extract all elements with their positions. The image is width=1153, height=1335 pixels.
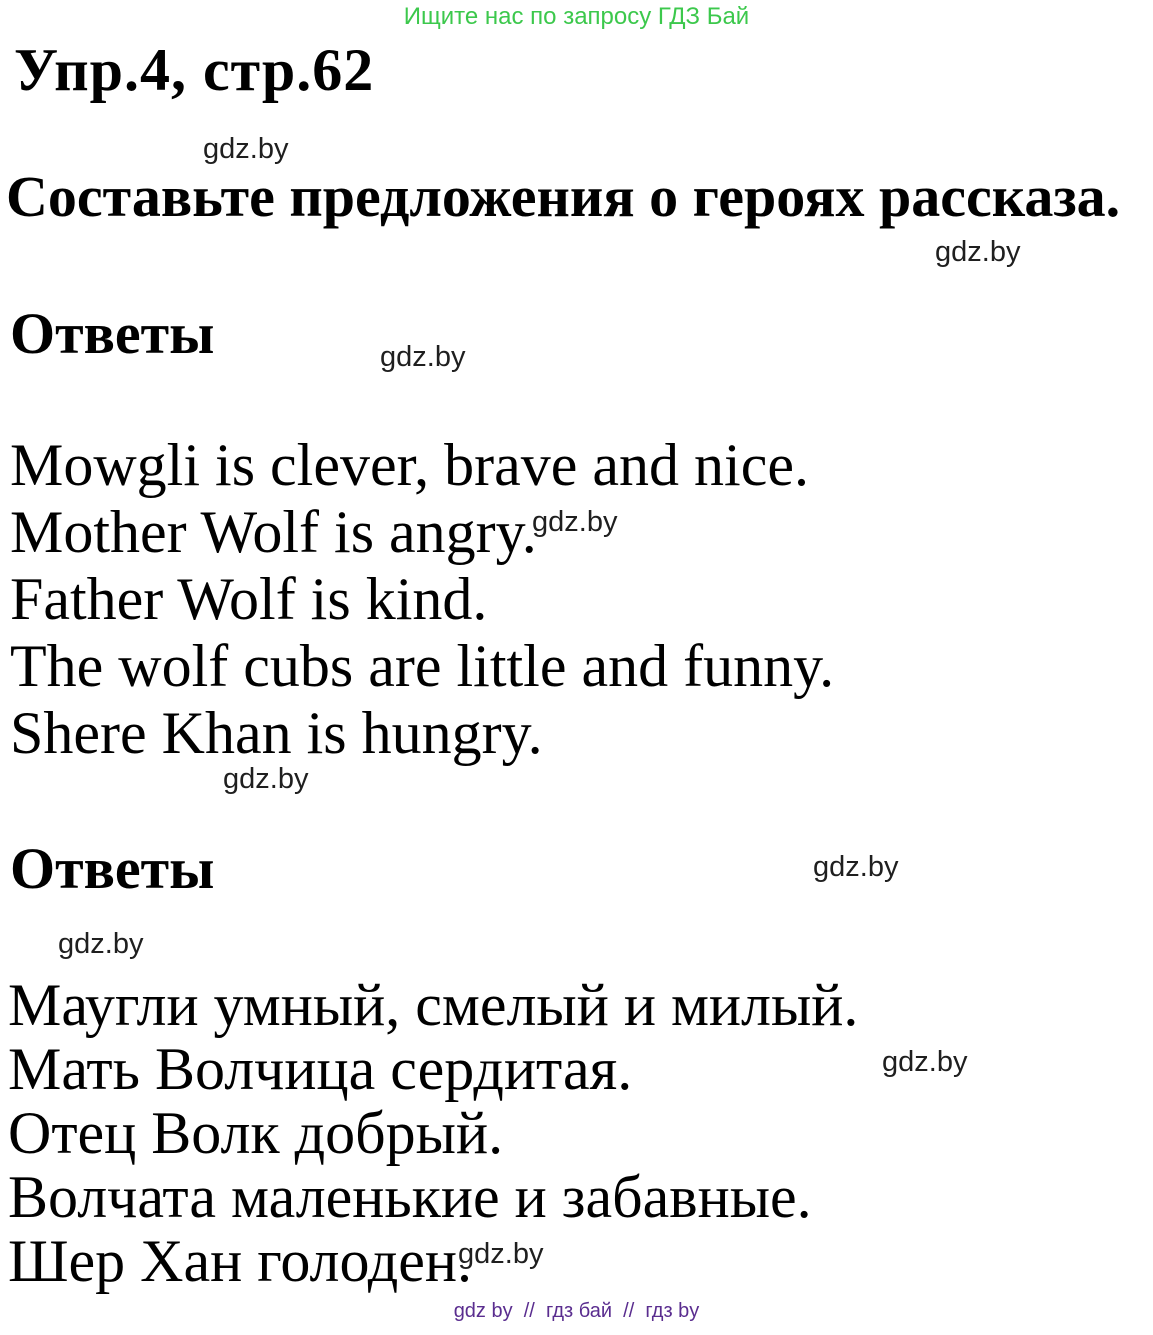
- watermark-gdzby: gdz.by: [203, 133, 289, 165]
- watermark-gdzby: gdz.by: [458, 1238, 544, 1270]
- promo-banner-text: Ищите нас по запросу ГДЗ Бай: [403, 3, 750, 30]
- watermark-gdzby: gdz.by: [380, 341, 466, 373]
- answer-line: Мать Волчица сердитая.: [8, 1036, 633, 1102]
- answer-line: Mowgli is clever, brave and nice.: [10, 432, 809, 498]
- answer-line: The wolf cubs are little and funny.: [10, 633, 835, 699]
- answer-line: Шер Хан голоден.: [8, 1228, 473, 1294]
- watermark-gdzby: gdz.by: [882, 1046, 968, 1078]
- answer-line: Shere Khan is hungry.: [10, 700, 543, 766]
- answers-list-russian: [8, 973, 858, 1293]
- watermark-gdzby: gdz.by: [935, 236, 1021, 268]
- answer-line: Маугли умный, смелый и милый.: [8, 972, 859, 1038]
- watermark-gdzby: gdz.by: [58, 928, 144, 960]
- answers-heading-russian: Ответы: [10, 836, 215, 901]
- answer-line: Волчата маленькие и забавные.: [8, 1164, 812, 1230]
- task-heading: Составьте предложения о героях рассказа.: [6, 164, 1121, 229]
- answers-list-english: [10, 432, 834, 767]
- answer-line: Mother Wolf is angry.: [10, 499, 537, 565]
- exercise-title: Упр.4, стр.62: [14, 37, 375, 103]
- answer-line: Отец Волк добрый.: [8, 1100, 504, 1166]
- watermark-gdzby: gdz.by: [532, 506, 618, 538]
- footer-site-tags: gdz by // гдз бай // гдз by: [453, 1300, 700, 1322]
- answer-line: Father Wolf is kind.: [10, 566, 488, 632]
- watermark-gdzby: gdz.by: [223, 763, 309, 795]
- watermark-gdzby: gdz.by: [813, 851, 899, 883]
- answers-heading-english: Ответы: [10, 301, 215, 366]
